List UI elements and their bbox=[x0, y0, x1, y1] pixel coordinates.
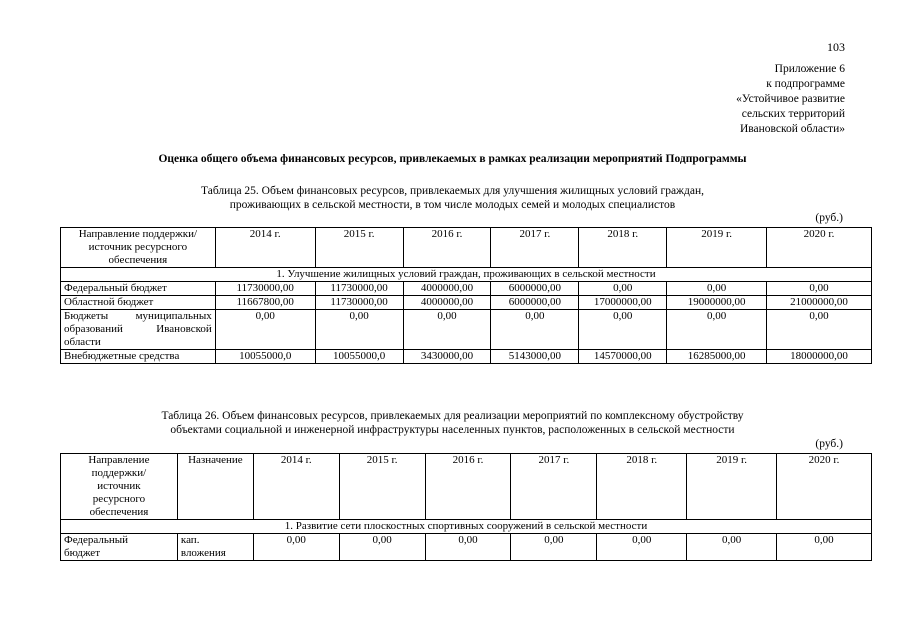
table-row bbox=[61, 296, 872, 310]
label-line: области bbox=[64, 336, 101, 348]
header-line: источник ресурсного bbox=[88, 241, 188, 253]
caption-line: Таблица 25. Объем финансовых ресурсов, привлекаемых для улучшения жилищных условий граждан, bbox=[201, 185, 704, 197]
table26-unit: (руб.) bbox=[815, 438, 843, 450]
row-label bbox=[61, 310, 216, 350]
table-row bbox=[61, 282, 872, 296]
value-cell: 0,00 bbox=[767, 282, 872, 296]
value-cell: 5143000,00 bbox=[491, 350, 579, 364]
value-cell: 10055000,0 bbox=[215, 350, 315, 364]
value-cell: 3430000,00 bbox=[403, 350, 491, 364]
value-cell: 0,00 bbox=[425, 534, 511, 561]
table-row bbox=[61, 534, 872, 561]
header-cell bbox=[61, 454, 178, 520]
purpose-line: кап. bbox=[180, 534, 200, 546]
page-number: 103 bbox=[827, 40, 845, 54]
value-cell: 0,00 bbox=[491, 310, 579, 350]
header-line: Направление bbox=[88, 454, 150, 466]
table25-unit: (руб.) bbox=[815, 212, 843, 224]
value-cell: 14570000,00 bbox=[579, 350, 667, 364]
value-cell: 0,00 bbox=[667, 310, 767, 350]
value-cell: 0,00 bbox=[215, 310, 315, 350]
header-line: источник bbox=[97, 480, 141, 492]
year-header: 2020 г. bbox=[767, 228, 872, 268]
row-label: Внебюджетные средства bbox=[61, 350, 216, 364]
purpose-header: Назначение bbox=[177, 454, 253, 520]
value-cell: 4000000,00 bbox=[403, 296, 491, 310]
year-header: 2014 г. bbox=[253, 454, 339, 520]
value-cell: 10055000,0 bbox=[315, 350, 403, 364]
value-cell: 18000000,00 bbox=[767, 350, 872, 364]
table25-caption bbox=[60, 184, 845, 212]
value-cell: 0,00 bbox=[403, 310, 491, 350]
value-cell: 0,00 bbox=[777, 534, 872, 561]
value-cell: 0,00 bbox=[687, 534, 777, 561]
document-title: Оценка общего объема финансовых ресурсов, привлекаемых в рамках реализации мероприятий Подпрограммы bbox=[158, 153, 747, 165]
header-line: обеспечения bbox=[89, 506, 149, 518]
value-cell: 6000000,00 bbox=[491, 296, 579, 310]
table26-caption bbox=[60, 409, 845, 437]
table-row bbox=[61, 310, 872, 350]
value-cell: 0,00 bbox=[511, 534, 597, 561]
appendix-line: к подпрограмме bbox=[766, 78, 845, 90]
value-cell: 0,00 bbox=[339, 534, 425, 561]
row-label: Областной бюджет bbox=[61, 296, 216, 310]
year-header: 2015 г. bbox=[339, 454, 425, 520]
year-header: 2019 г. bbox=[667, 228, 767, 268]
year-header: 2016 г. bbox=[425, 454, 511, 520]
value-cell: 0,00 bbox=[767, 310, 872, 350]
value-cell: 21000000,00 bbox=[767, 296, 872, 310]
year-header: 2018 г. bbox=[597, 454, 687, 520]
value-cell: 0,00 bbox=[597, 534, 687, 561]
value-cell: 11667800,00 bbox=[215, 296, 315, 310]
value-cell: 4000000,00 bbox=[403, 282, 491, 296]
row-label: Федеральный бюджет bbox=[61, 282, 216, 296]
year-header: 2015 г. bbox=[315, 228, 403, 268]
header-line: ресурсного bbox=[92, 493, 146, 505]
value-cell: 16285000,00 bbox=[667, 350, 767, 364]
header-cell bbox=[61, 228, 216, 268]
year-header: 2014 г. bbox=[215, 228, 315, 268]
appendix-line: Приложение 6 bbox=[774, 63, 845, 75]
year-header: 2016 г. bbox=[403, 228, 491, 268]
appendix-line: «Устойчивое развитие bbox=[736, 93, 845, 105]
value-cell: 11730000,00 bbox=[315, 296, 403, 310]
caption-line: проживающих в сельской местности, в том числе молодых семей и молодых специалистов bbox=[229, 199, 676, 211]
table26 bbox=[60, 453, 872, 561]
value-cell: 11730000,00 bbox=[215, 282, 315, 296]
label-line: образований Ивановской bbox=[64, 323, 212, 335]
appendix-line: сельских территорий bbox=[741, 108, 845, 120]
purpose-line: вложения bbox=[180, 547, 226, 559]
year-header: 2019 г. bbox=[687, 454, 777, 520]
value-cell: 0,00 bbox=[579, 310, 667, 350]
table-header-row bbox=[61, 454, 872, 520]
caption-line: объектами социальной и инженерной инфраструктуры населенных пунктов, расположенных в сельской местности bbox=[170, 424, 735, 436]
header-line: обеспечения bbox=[108, 254, 168, 266]
value-cell: 6000000,00 bbox=[491, 282, 579, 296]
table25 bbox=[60, 227, 872, 364]
section-row bbox=[61, 520, 872, 534]
table-header-row bbox=[61, 228, 872, 268]
value-cell: 11730000,00 bbox=[315, 282, 403, 296]
year-header: 2018 г. bbox=[579, 228, 667, 268]
value-cell: 19000000,00 bbox=[667, 296, 767, 310]
label-line: Федеральный bbox=[64, 534, 129, 546]
value-cell: 0,00 bbox=[315, 310, 403, 350]
purpose-cell bbox=[177, 534, 253, 561]
caption-line: Таблица 26. Объем финансовых ресурсов, привлекаемых для реализации мероприятий по комплексному обустройству bbox=[161, 410, 744, 422]
table-row bbox=[61, 350, 872, 364]
value-cell: 17000000,00 bbox=[579, 296, 667, 310]
appendix-note bbox=[736, 62, 845, 137]
section-row bbox=[61, 268, 872, 282]
appendix-line: Ивановской области» bbox=[739, 123, 845, 135]
value-cell: 0,00 bbox=[579, 282, 667, 296]
header-line: поддержки/ bbox=[91, 467, 147, 479]
label-line: Бюджеты муниципальных bbox=[64, 310, 212, 322]
row-label bbox=[61, 534, 178, 561]
year-header: 2017 г. bbox=[511, 454, 597, 520]
year-header: 2020 г. bbox=[777, 454, 872, 520]
label-line: бюджет bbox=[64, 547, 100, 559]
value-cell: 0,00 bbox=[667, 282, 767, 296]
value-cell: 0,00 bbox=[253, 534, 339, 561]
section-title: 1. Улучшение жилищных условий граждан, проживающих в сельской местности bbox=[61, 268, 872, 282]
header-line: Направление поддержки/ bbox=[78, 228, 198, 240]
section-title: 1. Развитие сети плоскостных спортивных сооружений в сельской местности bbox=[61, 520, 872, 534]
year-header: 2017 г. bbox=[491, 228, 579, 268]
